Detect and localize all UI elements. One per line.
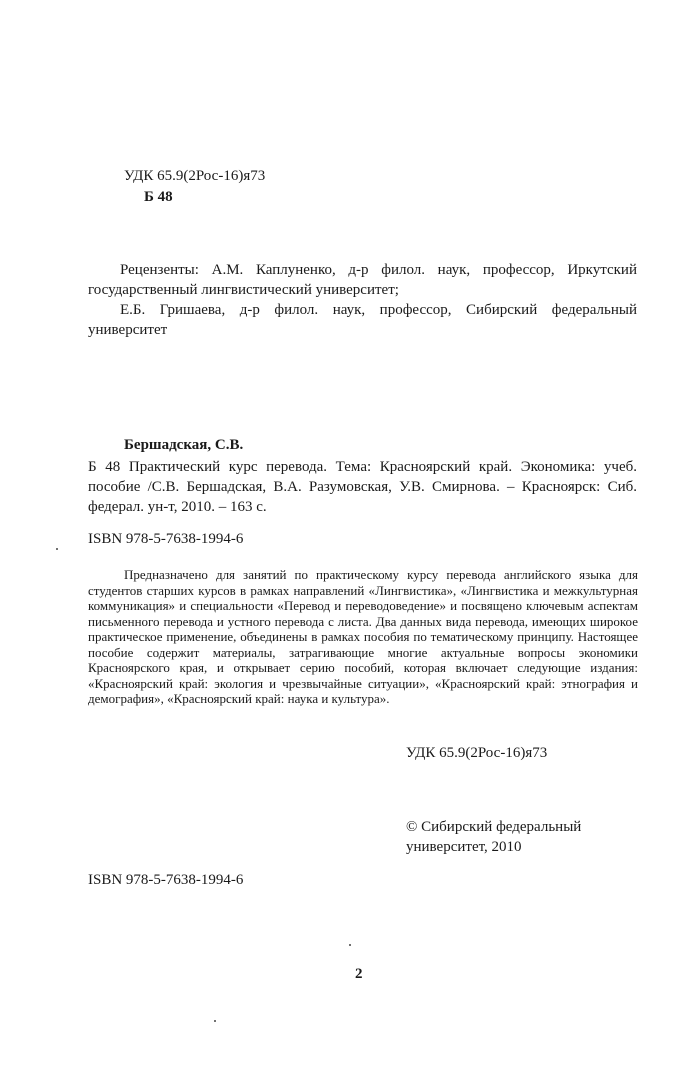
copyright-block: [406, 817, 581, 857]
copyright-line-2: университет, 2010: [406, 839, 522, 855]
isbn-top: ISBN 978-5-7638-1994-6: [88, 531, 244, 547]
udk-code-right: УДК 65.9(2Рос-16)я73: [406, 745, 548, 761]
reviewer-2: Е.Б. Гришаева, д-р филол. наук, профессор, Сибирский федеральный университет: [88, 302, 637, 338]
isbn-bottom: ISBN 978-5-7638-1994-6: [88, 872, 244, 888]
copyright-line-1: © Сибирский федеральный: [406, 819, 582, 835]
udk-code-top: УДК 65.9(2Рос-16)я73: [124, 168, 266, 184]
scan-speck: [214, 1020, 216, 1022]
page-number: 2: [355, 966, 363, 982]
author-mark-top: Б 48: [144, 189, 173, 205]
annotation: Предназначено для занятий по практическому курсу перевода английского языка для студентов старших курсов в рамках направлений «Лингвистика», «Лингвистика и межкультурная коммуникация» и специальности «Перевод и переводоведение» и посвящено ключевым аспектам письменного перевода и устного перевода с листа. Два данных вида перевода, имеющих широкое практическое применение, объединены в рамках пособия по тематическому принципу. Настоящее пособие содержит материалы, затрагивающие многие актуальные вопросы экономики Красноярского края, и открывает серию пособий, которая включает следующие издания: «Красноярский край: экология и чрезвычайные ситуации», «Красноярский край: этнография и демография», «Красноярский край: наука и культура».: [88, 567, 638, 706]
bibliography-author: Бершадская, С.В.: [124, 437, 244, 453]
bibliography-entry-block: [88, 457, 637, 517]
bibliography-code: Б 48: [88, 459, 121, 475]
scan-speck: [349, 944, 351, 946]
bibliography-entry: Практический курс перевода. Тема: Красноярский край. Экономика: учеб. пособие /С.В. Бершадская, В.А. Разумовская, У.В. Смирнова. – Красноярск: Сиб. федерал. ун-т, 2010. – 163 с.: [88, 459, 637, 515]
reviewer-1: Рецензенты: А.М. Каплуненко, д-р филол. наук, профессор, Иркутский государственный лингвистический университет;: [88, 262, 637, 298]
scan-speck: [56, 548, 58, 550]
reviewers-block: [88, 260, 637, 340]
